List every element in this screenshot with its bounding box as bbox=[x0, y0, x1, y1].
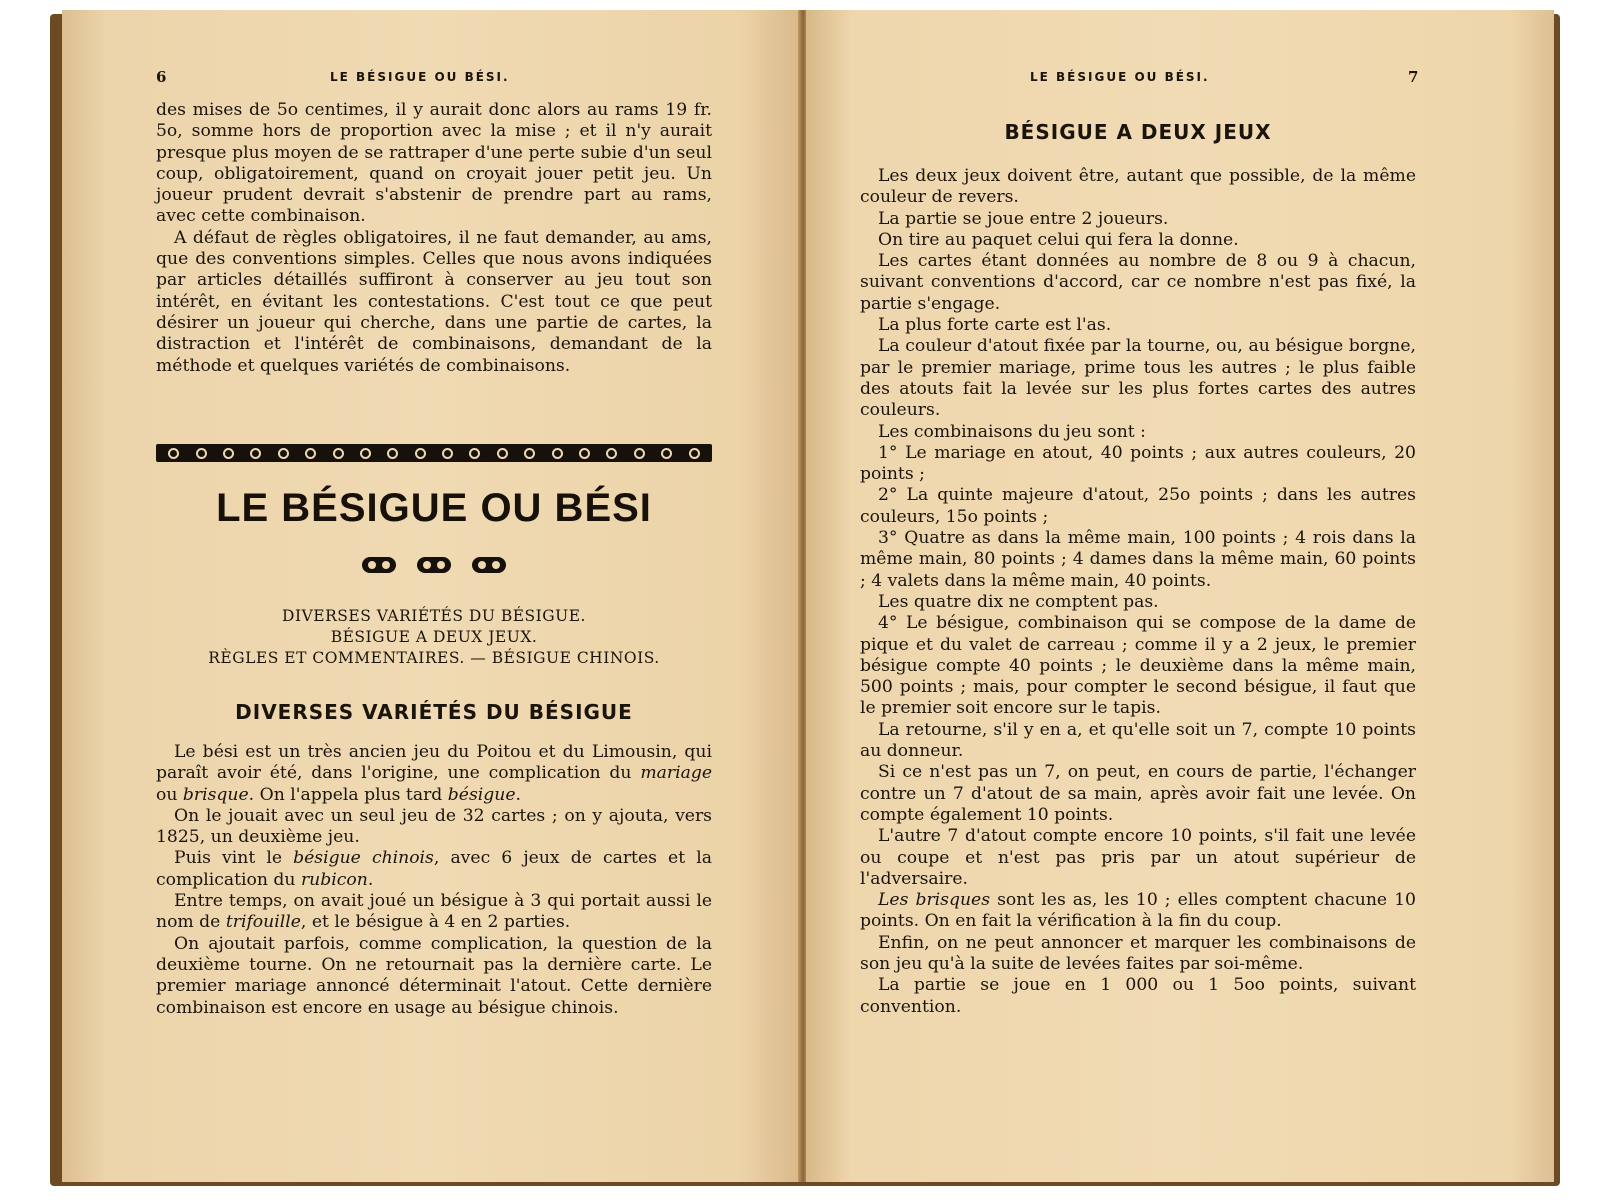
left-page-number: 6 bbox=[156, 68, 167, 86]
right-running-head: LE BÉSIGUE OU BÉSI. bbox=[1030, 70, 1210, 84]
paragraph: On ajoutait parfois, comme complication, la question de la deuxième tourne. On ne retournait pas la dernière carte. Le premier mariage annoncé déterminait l'atout. Cette dernière combinaison est encore en usage au bésigue chinois. bbox=[156, 933, 712, 1018]
paragraph: Les cartes étant données au nombre de 8 ou 9 à chacun, suivant conventions d'accord, car ce nombre n'est pas fixé, la partie s'engage. bbox=[860, 251, 1416, 314]
paragraph: des mises de 5o centimes, il y aurait donc alors au rams 19 fr. 5o, somme hors de proportion avec la mise ; et il n'y aurait presque plus moyen de se rattraper d'une perte subie d'un seul coup, obligatoirement, quand on croyait jouer petit jeu. Un joueur prudent devrait s'abstenir de prendre part au rams, avec cette combinaison. bbox=[156, 100, 712, 227]
paragraph: 1° Le mariage en atout, 40 points ; aux autres couleurs, 20 points ; bbox=[860, 442, 1416, 485]
right-page bbox=[806, 10, 1554, 1182]
paragraph: La retourne, s'il y en a, et qu'elle soit un 7, compte 10 points au donneur. bbox=[860, 719, 1416, 762]
paragraph: Enfin, on ne peut annoncer et marquer les combinaisons de son jeu qu'à la suite de levées faites par soi-même. bbox=[860, 932, 1416, 974]
paragraph: Le bési est un très ancien jeu du Poitou et du Limousin, qui paraît avoir été, dans l'origine, une complication du mariage ou brisque. On l'appela plus tard bésigue. bbox=[156, 742, 712, 805]
chapter-contents bbox=[156, 606, 712, 669]
paragraph: Si ce n'est pas un 7, on peut, en cours de partie, l'échanger contre un 7 d'atout de sa main, après avoir fait une levée. On compte également 10 points. bbox=[860, 762, 1416, 825]
paragraph: Puis vint le bésigue chinois, avec 6 jeux de cartes et la complication du rubicon. bbox=[156, 848, 712, 890]
paragraph: La plus forte carte est l'as. bbox=[878, 315, 1112, 336]
paragraph: Les combinaisons du jeu sont : bbox=[878, 421, 1146, 442]
paragraph: La partie se joue en 1 000 ou 1 5oo points, suivant convention. bbox=[860, 975, 1416, 1017]
left-continued-text bbox=[156, 100, 712, 377]
paragraph: A défaut de règles obligatoires, il ne faut demander, au ams, que des conventions simples. Celles que nous avons indiquées par articles détaillés suffiront à conserver au jeu tout son intérêt, en évitant les contestations. C'est tout ce que peut désirer un joueur qui cherche, dans une partie de cartes, la distraction et l'intérêt de combinaisons, demandant de la méthode et quelques variétés de combinaisons. bbox=[156, 227, 712, 376]
contents-line: DIVERSES VARIÉTÉS DU BÉSIGUE. bbox=[282, 607, 586, 625]
paragraph: La partie se joue entre 2 joueurs. bbox=[878, 208, 1169, 229]
paragraph: L'autre 7 d'atout compte encore 10 points, s'il fait une levée ou coupe et n'est pas pris par un atout supérieur de l'adversaire. bbox=[860, 826, 1416, 889]
right-page-number: 7 bbox=[1408, 68, 1419, 86]
paragraph: 3° Quatre as dans la même main, 100 points ; 4 rois dans la même main, 80 points ; 4 dames dans la même main, 60 points ; 4 valets dans la même main, 40 points. bbox=[860, 528, 1416, 591]
paragraph: La couleur d'atout fixée par la tourne, ou, au bésigue borgne, par le premier mariage, prime tous les autres ; le plus faible des atouts fait la levée sur les plus fortes cartes des autres couleurs. bbox=[860, 336, 1416, 421]
section-title-varietes: DIVERSES VARIÉTÉS DU BÉSIGUE bbox=[235, 700, 633, 724]
contents-line: RÈGLES ET COMMENTAIRES. — BÉSIGUE CHINOIS. bbox=[208, 649, 660, 667]
paragraph: Les brisques sont les as, les 10 ; elles comptent chacune 10 points. On en fait la vérification à la fin du coup. bbox=[860, 890, 1416, 932]
paragraph: Les quatre dix ne comptent pas. bbox=[878, 591, 1159, 612]
contents-line: BÉSIGUE A DEUX JEUX. bbox=[330, 628, 538, 646]
paragraph: 2° La quinte majeure d'atout, 25o points ; dans les autres couleurs, 15o points ; bbox=[860, 485, 1416, 527]
title-ornament bbox=[362, 555, 506, 575]
chapter-title: LE BÉSIGUE OU BÉSI bbox=[216, 486, 652, 530]
decorative-border bbox=[156, 444, 712, 462]
paragraph: On tire au paquet celui qui fera la donne. bbox=[878, 229, 1239, 250]
left-body-text bbox=[156, 742, 712, 1019]
left-running-head: LE BÉSIGUE OU BÉSI. bbox=[330, 70, 510, 84]
section-title-deux-jeux: BÉSIGUE A DEUX JEUX bbox=[1004, 120, 1272, 144]
left-page bbox=[62, 10, 800, 1182]
right-body-text bbox=[860, 166, 1416, 1018]
paragraph: On le jouait avec un seul jeu de 32 cartes ; on y ajouta, vers 1825, un deuxième jeu. bbox=[156, 805, 712, 848]
paragraph: 4° Le bésigue, combinaison qui se compose de la dame de pique et du valet de carreau ; comme il y a 2 jeux, le premier bésigue compte 40 points ; le deuxième dans la même main, 500 points ; mais, pour compter le second bésigue, il faut que le premier soit encore sur le tapis. bbox=[860, 613, 1416, 719]
paragraph: Entre temps, on avait joué un bésigue à 3 qui portait aussi le nom de trifouille, et le bésigue à 4 en 2 parties. bbox=[156, 891, 712, 933]
paragraph: Les deux jeux doivent être, autant que possible, de la même couleur de revers. bbox=[860, 166, 1416, 208]
